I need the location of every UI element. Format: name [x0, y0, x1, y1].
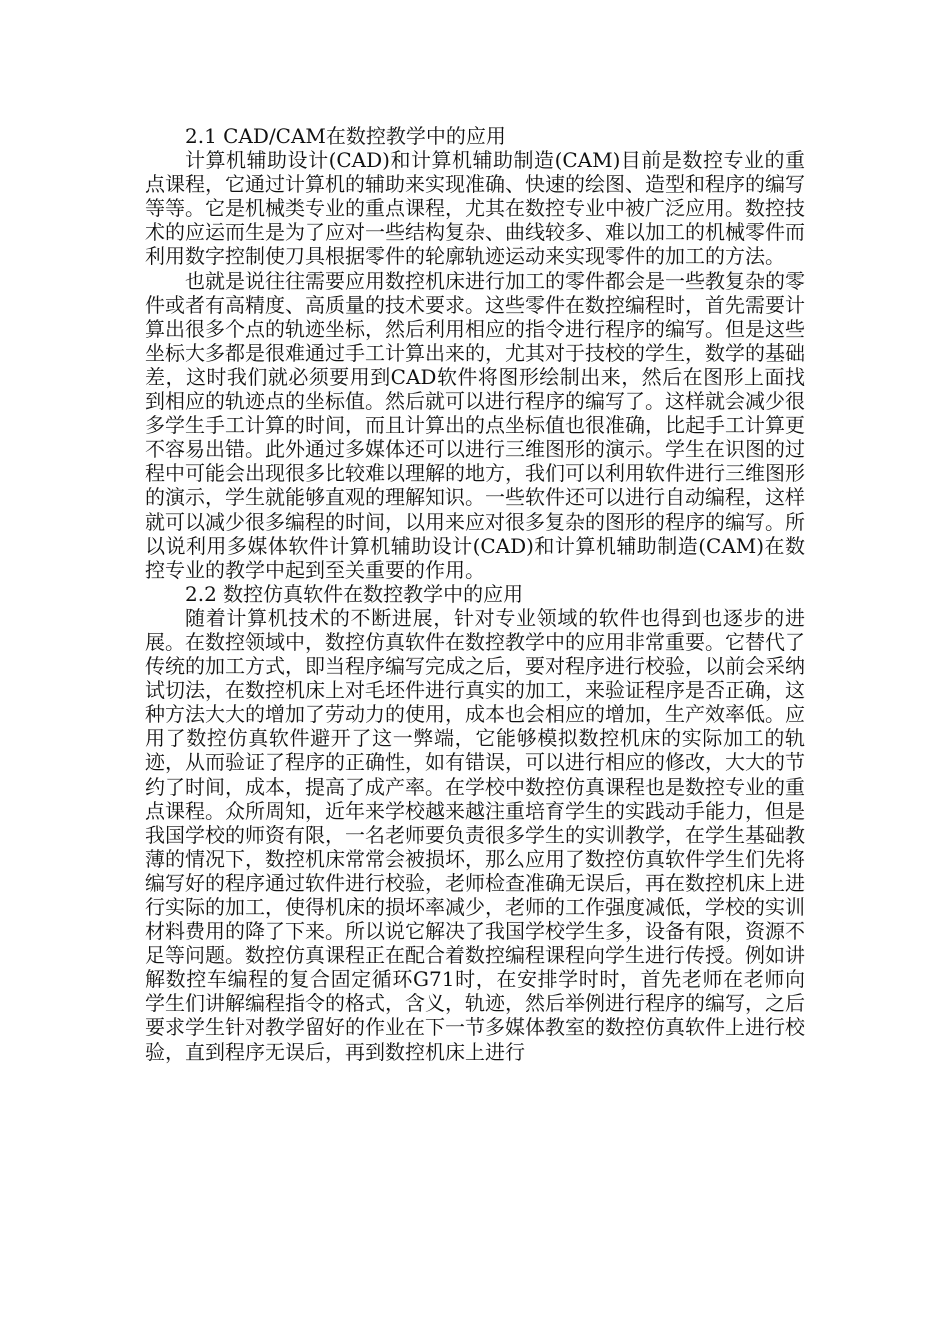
paragraph-cad-cam-usage: 也就是说往往需要应用数控机床进行加工的零件都会是一些教复杂的零件或者有高精度、高质量的技术要求。这些零件在数控编程时，首先需要计算出很多个点的轨迹坐标，然后利用相应的指令进行程序的编写。但是这些坐标大多都是很难通过手工计算出来的，尤其对于技校的学生，数学的基础差，这时我们就必须要用到CAD软件将图形绘制出来，然后在图形上面找到相应的轨迹点的坐标值。然后就可以进行程序的编写了。这样就会减少很多学生手工计算的时间，而且计算出的点坐标值也很准确，比起手工计算更不容易出错。此外通过多媒体还可以进行三维图形的演示。学生在识图的过程中可能会出现很多比较难以理解的地方，我们可以利用软件进行三维图形的演示，学生就能够直观的理解知识。一些软件还可以进行自动编程，这样就可以减少很多编程的时间，以用来应对很多复杂的图形的程序的编写。所以说利用多媒体软件计算机辅助设计(CAD)和计算机辅助制造(CAM)在数控专业的教学中起到至关重要的作用。 — [145, 268, 805, 582]
section-heading-2-2: 2.2 数控仿真软件在数控教学中的应用 — [185, 581, 524, 606]
paragraph-cad-cam-intro: 计算机辅助设计(CAD)和计算机辅助制造(CAM)目前是数控专业的重点课程，它通过计算机的辅助来实现准确、快速的绘图、造型和程序的编写等等。它是机械类专业的重点课程，尤其在数控专业中被广泛应用。数控技术的应运而生是为了应对一些结构复杂、曲线较多、难以加工的机械零件而利用数字控制使刀具根据零件的轮廓轨迹运动来实现零件的加工的方法。 — [145, 148, 805, 269]
paragraph-simulation-software: 随着计算机技术的不断进展，针对专业领域的软件也得到也逐步的进展。在数控领域中，数控仿真软件在数控教学中的应用非常重要。它替代了传统的加工方式，即当程序编写完成之后，要对程序进行校验，以前会采纳试切法，在数控机床上对毛坯件进行真实的加工，来验证程序是否正确，这种方法大大的增加了劳动力的使用，成本也会相应的增加，生产效率低。应用了数控仿真软件避开了这一弊端，它能够模拟数控机床的实际加工的轨迹，从而验证了程序的正确性，如有错误，可以进行相应的修改，大大的节约了时间，成本，提高了成产率。在学校中数控仿真课程也是数控专业的重点课程。众所周知，近年来学校越来越注重培育学生的实践动手能力，但是我国学校的师资有限，一名老师要负责很多学生的实训教学，在学生基础教薄的情况下，数控机床常常会被损坏，那么应用了数控仿真软件学生们先将编写好的程序通过软件进行校验，老师检查准确无误后，再在数控机床上进行实际的加工，使得机床的损坏率减少，老师的工作强度减低，学校的实训材料费用的降了下来。所以说它解决了我国学校学生多，设备有限，资源不足等问题。数控仿真课程正在配合着数控编程课程向学生进行传授。例如讲解数控车编程的复合固定循环G71时，在安排学时时，首先老师在老师向学生们讲解编程指令的格式，含义，轨迹，然后举例进行程序的编写，之后要求学生针对教学留好的作业在下一节多媒体教室的数控仿真软件上进行校验，直到程序无误后，再到数控机床上进行 — [145, 605, 805, 1064]
document-body — [145, 124, 805, 1064]
section-heading-2-1: 2.1 CAD/CAM在数控教学中的应用 — [185, 124, 506, 148]
